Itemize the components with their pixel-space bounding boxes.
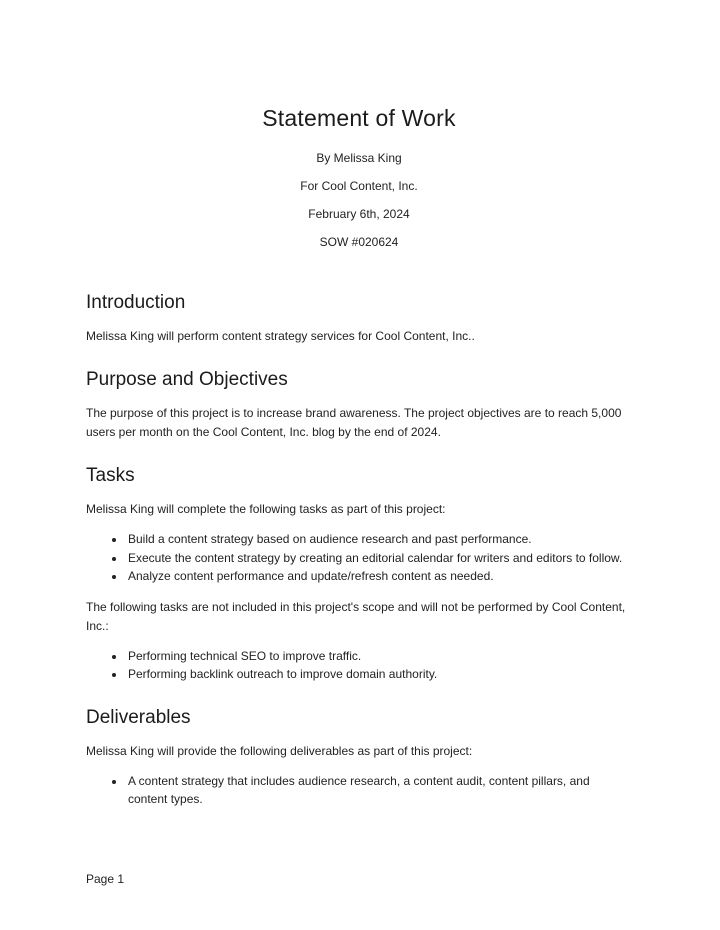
section-heading-purpose-and-objectives: Purpose and Objectives bbox=[86, 369, 288, 390]
list-item: • Execute the content strategy by creating an editorial calendar for writers and editors to follow. bbox=[126, 549, 632, 568]
tasks-included-list bbox=[86, 530, 632, 586]
tasks-excluded-list bbox=[86, 647, 632, 684]
section-heading-tasks: Tasks bbox=[86, 465, 135, 486]
section-heading-deliverables: Deliverables bbox=[86, 706, 191, 728]
doc-subtitle-client: For Cool Content, Inc. bbox=[300, 179, 418, 193]
list-item: • Performing technical SEO to improve traffic. bbox=[126, 647, 632, 666]
tasks-intro-paragraph: Melissa King will complete the following tasks as part of this project: bbox=[86, 502, 446, 516]
deliverables-list bbox=[86, 772, 632, 809]
purpose-paragraph: The purpose of this project is to increase brand awareness. The project objectives are to reach 5,000 users per month on the Cool Content, Inc. blog by the end of 2024. bbox=[86, 406, 622, 439]
tasks-excluded-intro-paragraph: The following tasks are not included in this project's scope and will not be performed by Cool Content, Inc.: bbox=[86, 599, 626, 633]
introduction-paragraph: Melissa King will perform content strategy services for Cool Content, Inc.. bbox=[86, 329, 475, 343]
page-number: Page 1 bbox=[86, 872, 125, 886]
list-item: • Performing backlink outreach to improve domain authority. bbox=[126, 665, 632, 684]
deliverables-intro-paragraph: Melissa King will provide the following deliverables as part of this project: bbox=[86, 743, 473, 758]
section-heading-introduction: Introduction bbox=[86, 292, 186, 313]
doc-subtitle-sow-number: SOW #020624 bbox=[319, 235, 399, 249]
list-item: • Analyze content performance and update/refresh content as needed. bbox=[126, 567, 632, 586]
doc-subtitle-author: By Melissa King bbox=[316, 151, 402, 165]
doc-subtitle-date: February 6th, 2024 bbox=[308, 207, 410, 221]
list-item: • Build a content strategy based on audience research and past performance. bbox=[126, 530, 632, 549]
doc-title: Statement of Work bbox=[262, 105, 456, 131]
list-item: • A content strategy that includes audience research, a content audit, content pillars, and content types. bbox=[126, 772, 632, 809]
